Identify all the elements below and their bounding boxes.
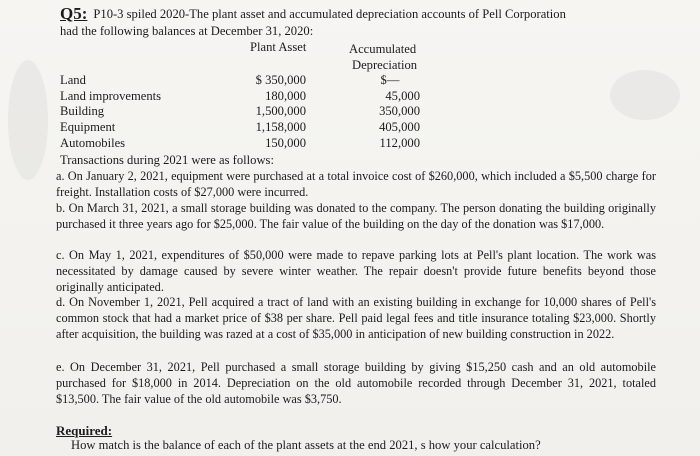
asset-equipment: 1,158,000 [255, 120, 306, 134]
asset-land-improvements: 180,000 [265, 89, 306, 103]
depr-automobiles: 112,000 [379, 136, 420, 150]
transaction-a: a. On January 2, 2021, equipment were purchased at a total invoice cost of $260,000, which included a $5,500 charge for freight. Installation costs of $27,000 were incurred. [56, 169, 656, 199]
transaction-c: c. On May 1, 2021, expenditures of $50,000 were made to repave parking lots at Pell's plant location. The work was necessitated by damage caused by severe winter weather. The repair doesn't provide future benefits beyond those originally anticipated. [56, 248, 656, 294]
depr-land-improvements: 45,000 [385, 89, 420, 103]
question-subtitle: had the following balances at December 31, 2020: [60, 24, 314, 38]
question-number: Q5: [60, 4, 88, 23]
col-header-depreciation: Depreciation [352, 58, 418, 72]
transaction-b: b. On March 31, 2021, a small storage building was donated to the company. The person donating the building originally purchased it three years ago for $25,000. The fair value of the building on the day of the donation was $17,000. [56, 201, 656, 231]
row-label-equipment: Equipment [60, 120, 116, 134]
asset-automobiles: 150,000 [265, 136, 306, 150]
asset-land: $ 350,000 [255, 73, 306, 87]
row-label-automobiles: Automobiles [60, 136, 126, 150]
transaction-d: d. On November 1, 2021, Pell acquired a tract of land with an existing building in exchange for 10,000 shares of Pell's common stock that had a market price of $38 per share. Pell paid legal fees and title insurance totaling $23,000. Shortly after acquisition, the building was razed at a cost of $35,000 in anticipation of new building construction in 2022. [56, 295, 656, 341]
col-header-accumulated: Accumulated [349, 42, 417, 56]
scan-smudge [8, 60, 48, 180]
required-title: Required: [56, 423, 113, 438]
scan-smudge [610, 70, 680, 120]
row-label-land: Land [60, 73, 86, 87]
asset-building: 1,500,000 [255, 104, 306, 118]
col-header-plant-asset: Plant Asset [250, 40, 307, 54]
question-title: P10-3 spiled 2020-The plant asset and accumulated depreciation accounts of Pell Corporation [93, 7, 566, 21]
transactions-intro: Transactions during 2021 were as follows: [60, 153, 274, 167]
row-label-building: Building [60, 104, 105, 118]
transaction-e: e. On December 31, 2021, Pell purchased a small storage building by giving $15,250 cash and an old automobile purchased for $18,000 in 2014. Depreciation on the old automobile recorded through December 31, 2021, totaled $13,500. The fair value of the old automobile was $3,750. [56, 360, 656, 406]
required-text: How match is the balance of each of the plant assets at the end 2021, s how your calculation? [71, 438, 541, 452]
depr-building: 350,000 [379, 104, 420, 118]
depr-equipment: 405,000 [379, 120, 420, 134]
depr-land: $— [380, 73, 400, 87]
question-header [60, 6, 566, 22]
row-label-land-improvements: Land improvements [60, 89, 162, 103]
